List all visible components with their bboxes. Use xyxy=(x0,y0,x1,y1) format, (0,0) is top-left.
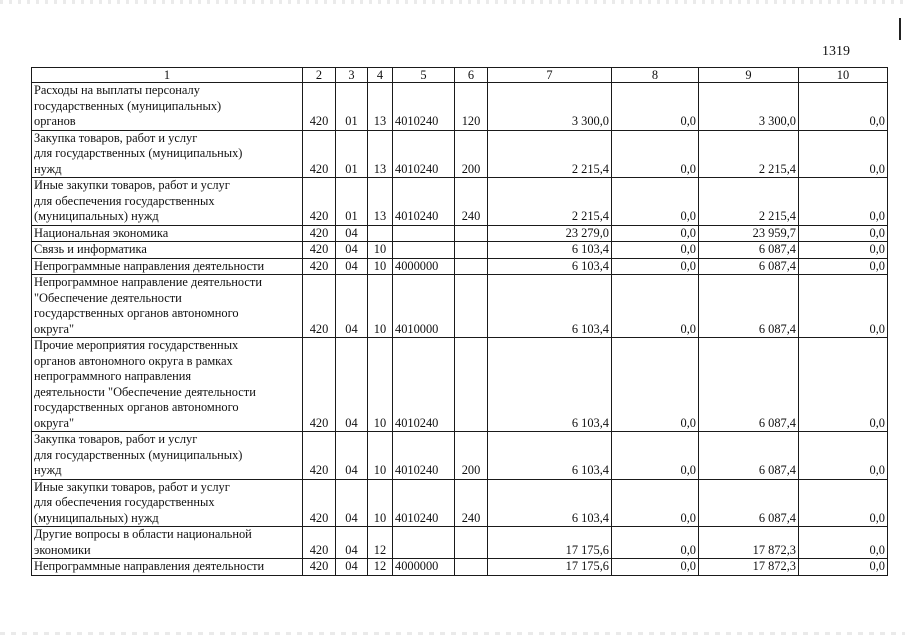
cell-expense-type xyxy=(455,559,488,576)
table-row xyxy=(32,527,888,559)
cell-amount-8: 0,0 xyxy=(612,275,699,338)
column-header: 9 xyxy=(699,68,799,83)
cell-amount-8: 0,0 xyxy=(612,338,699,432)
column-header: 7 xyxy=(488,68,612,83)
cell-amount-8: 0,0 xyxy=(612,258,699,275)
cell-target-article xyxy=(393,225,455,242)
cell-target-article xyxy=(393,242,455,259)
cell-section: 01 xyxy=(336,83,368,131)
cell-expense-type xyxy=(455,225,488,242)
scan-top-edge xyxy=(0,0,905,4)
cell-expense-type xyxy=(455,527,488,559)
cell-amount-8: 0,0 xyxy=(612,130,699,178)
cell-amount-9: 2 215,4 xyxy=(699,130,799,178)
cell-amount-7: 17 175,6 xyxy=(488,559,612,576)
cell-amount-7: 6 103,4 xyxy=(488,258,612,275)
cell-expense-type: 200 xyxy=(455,130,488,178)
cell-target-article: 4010240 xyxy=(393,130,455,178)
row-title: Непрограммное направление деятельности "Обеспечение деятельности государственных органов автономного округа" xyxy=(32,275,303,338)
cell-subsection: 10 xyxy=(368,338,393,432)
cell-amount-10: 0,0 xyxy=(799,178,888,226)
row-title: Непрограммные направления деятельности xyxy=(32,258,303,275)
cell-subsection: 10 xyxy=(368,479,393,527)
cell-amount-10: 0,0 xyxy=(799,225,888,242)
cell-amount-7: 17 175,6 xyxy=(488,527,612,559)
cell-amount-7: 6 103,4 xyxy=(488,275,612,338)
row-title: Непрограммные направления деятельности xyxy=(32,559,303,576)
table-row xyxy=(32,83,888,131)
cell-amount-10: 0,0 xyxy=(799,242,888,259)
cell-amount-9: 3 300,0 xyxy=(699,83,799,131)
page-number: 1319 xyxy=(822,44,850,59)
cell-amount-8: 0,0 xyxy=(612,178,699,226)
cell-amount-10: 0,0 xyxy=(799,130,888,178)
row-title: Связь и информатика xyxy=(32,242,303,259)
cell-amount-8: 0,0 xyxy=(612,559,699,576)
cell-amount-7: 2 215,4 xyxy=(488,178,612,226)
column-header: 4 xyxy=(368,68,393,83)
cell-amount-10: 0,0 xyxy=(799,432,888,480)
table-row xyxy=(32,275,888,338)
column-header: 1 xyxy=(32,68,303,83)
cell-subsection: 10 xyxy=(368,242,393,259)
cell-amount-10: 0,0 xyxy=(799,479,888,527)
column-header: 3 xyxy=(336,68,368,83)
cell-expense-type: 240 xyxy=(455,479,488,527)
cell-amount-9: 6 087,4 xyxy=(699,242,799,259)
table-row xyxy=(32,559,888,576)
cell-subsection xyxy=(368,225,393,242)
cell-target-article xyxy=(393,527,455,559)
cell-section: 04 xyxy=(336,225,368,242)
cell-amount-10: 0,0 xyxy=(799,258,888,275)
table-row xyxy=(32,225,888,242)
cell-subsection: 13 xyxy=(368,130,393,178)
cell-section: 01 xyxy=(336,130,368,178)
cell-amount-7: 3 300,0 xyxy=(488,83,612,131)
column-header: 10 xyxy=(799,68,888,83)
column-header: 2 xyxy=(303,68,336,83)
cell-ministry: 420 xyxy=(303,527,336,559)
cell-expense-type: 240 xyxy=(455,178,488,226)
column-header: 5 xyxy=(393,68,455,83)
scan-bottom-edge xyxy=(0,632,905,635)
cell-subsection: 12 xyxy=(368,527,393,559)
row-title: Другие вопросы в области национальной экономики xyxy=(32,527,303,559)
cell-amount-9: 6 087,4 xyxy=(699,338,799,432)
cell-amount-10: 0,0 xyxy=(799,527,888,559)
cell-amount-10: 0,0 xyxy=(799,338,888,432)
cell-amount-7: 6 103,4 xyxy=(488,242,612,259)
cell-ministry: 420 xyxy=(303,432,336,480)
cell-amount-7: 2 215,4 xyxy=(488,130,612,178)
table-row xyxy=(32,242,888,259)
cell-amount-9: 6 087,4 xyxy=(699,479,799,527)
column-header: 8 xyxy=(612,68,699,83)
table-row xyxy=(32,338,888,432)
cell-section: 04 xyxy=(336,479,368,527)
cell-amount-9: 6 087,4 xyxy=(699,258,799,275)
cell-amount-8: 0,0 xyxy=(612,83,699,131)
cell-ministry: 420 xyxy=(303,275,336,338)
cell-target-article: 4010240 xyxy=(393,83,455,131)
cell-amount-8: 0,0 xyxy=(612,527,699,559)
cell-ministry: 420 xyxy=(303,178,336,226)
cell-subsection: 12 xyxy=(368,559,393,576)
cell-target-article: 4000000 xyxy=(393,258,455,275)
table-row xyxy=(32,178,888,226)
cell-section: 04 xyxy=(336,432,368,480)
cell-subsection: 10 xyxy=(368,258,393,275)
cell-ministry: 420 xyxy=(303,242,336,259)
row-title: Национальная экономика xyxy=(32,225,303,242)
cell-expense-type xyxy=(455,242,488,259)
table-row xyxy=(32,130,888,178)
cell-amount-9: 17 872,3 xyxy=(699,559,799,576)
cell-expense-type xyxy=(455,275,488,338)
cell-section: 04 xyxy=(336,242,368,259)
cell-amount-8: 0,0 xyxy=(612,225,699,242)
cell-target-article: 4010240 xyxy=(393,432,455,480)
cell-target-article: 4000000 xyxy=(393,559,455,576)
cell-expense-type xyxy=(455,258,488,275)
cell-ministry: 420 xyxy=(303,338,336,432)
cell-amount-7: 6 103,4 xyxy=(488,432,612,480)
cell-target-article: 4010240 xyxy=(393,479,455,527)
cell-amount-10: 0,0 xyxy=(799,275,888,338)
table-row xyxy=(32,432,888,480)
cell-amount-10: 0,0 xyxy=(799,559,888,576)
cell-subsection: 10 xyxy=(368,432,393,480)
cell-amount-9: 6 087,4 xyxy=(699,275,799,338)
cell-ministry: 420 xyxy=(303,130,336,178)
cell-ministry: 420 xyxy=(303,479,336,527)
cell-amount-7: 6 103,4 xyxy=(488,338,612,432)
row-title: Расходы на выплаты персоналу государственных (муниципальных) органов xyxy=(32,83,303,131)
cell-ministry: 420 xyxy=(303,559,336,576)
row-title: Иные закупки товаров, работ и услуг для обеспечения государственных (муниципальных) нужд xyxy=(32,178,303,226)
cell-amount-7: 6 103,4 xyxy=(488,479,612,527)
cell-section: 04 xyxy=(336,275,368,338)
cell-expense-type: 120 xyxy=(455,83,488,131)
cell-amount-9: 2 215,4 xyxy=(699,178,799,226)
cell-expense-type xyxy=(455,338,488,432)
cell-section: 01 xyxy=(336,178,368,226)
cell-ministry: 420 xyxy=(303,225,336,242)
cell-subsection: 13 xyxy=(368,178,393,226)
cell-section: 04 xyxy=(336,258,368,275)
cell-amount-8: 0,0 xyxy=(612,479,699,527)
cell-section: 04 xyxy=(336,338,368,432)
row-title: Закупка товаров, работ и услуг для государственных (муниципальных) нужд xyxy=(32,432,303,480)
row-title: Иные закупки товаров, работ и услуг для обеспечения государственных (муниципальных) нужд xyxy=(32,479,303,527)
cell-ministry: 420 xyxy=(303,258,336,275)
cell-amount-8: 0,0 xyxy=(612,242,699,259)
cell-amount-8: 0,0 xyxy=(612,432,699,480)
cell-target-article: 4010240 xyxy=(393,178,455,226)
row-title: Закупка товаров, работ и услуг для государственных (муниципальных) нужд xyxy=(32,130,303,178)
row-title: Прочие мероприятия государственных органов автономного округа в рамках непрограммного направления деятельности "Обеспечение деятельности государственных органов автономного округа" xyxy=(32,338,303,432)
cell-amount-10: 0,0 xyxy=(799,83,888,131)
cell-section: 04 xyxy=(336,559,368,576)
cell-expense-type: 200 xyxy=(455,432,488,480)
cell-subsection: 13 xyxy=(368,83,393,131)
scan-margin-mark xyxy=(899,18,901,40)
cell-target-article: 4010000 xyxy=(393,275,455,338)
column-header: 6 xyxy=(455,68,488,83)
cell-amount-9: 17 872,3 xyxy=(699,527,799,559)
cell-amount-9: 6 087,4 xyxy=(699,432,799,480)
table-header-row xyxy=(32,68,888,83)
cell-amount-7: 23 279,0 xyxy=(488,225,612,242)
cell-ministry: 420 xyxy=(303,83,336,131)
table-row xyxy=(32,479,888,527)
cell-section: 04 xyxy=(336,527,368,559)
cell-subsection: 10 xyxy=(368,275,393,338)
cell-amount-9: 23 959,7 xyxy=(699,225,799,242)
table-row xyxy=(32,258,888,275)
cell-target-article: 4010240 xyxy=(393,338,455,432)
budget-table xyxy=(31,67,888,576)
